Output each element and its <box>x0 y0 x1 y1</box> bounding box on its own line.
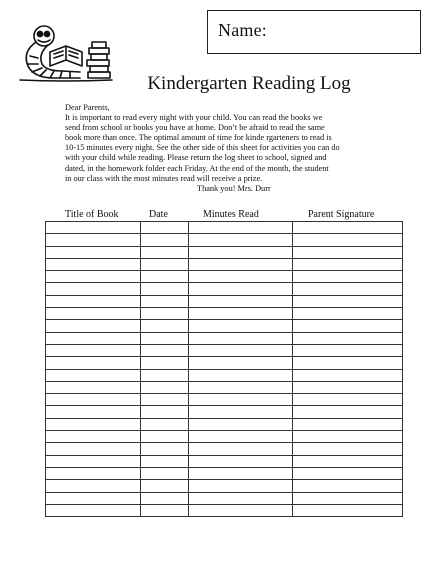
minutes-cell[interactable] <box>189 258 293 270</box>
title-cell[interactable] <box>46 258 141 270</box>
title-cell[interactable] <box>46 308 141 320</box>
table-row <box>46 357 403 369</box>
minutes-cell[interactable] <box>189 431 293 443</box>
minutes-cell[interactable] <box>189 332 293 344</box>
minutes-cell[interactable] <box>189 234 293 246</box>
title-cell[interactable] <box>46 381 141 393</box>
column-header-minutes: Minutes Read <box>203 209 259 220</box>
title-cell[interactable] <box>46 344 141 356</box>
title-cell[interactable] <box>46 246 141 258</box>
letter-line: It is important to read every night with your child. You can read the books we <box>65 113 323 123</box>
signature-cell[interactable] <box>293 271 403 283</box>
signature-cell[interactable] <box>293 234 403 246</box>
name-label: Name: <box>218 20 267 40</box>
date-cell[interactable] <box>141 394 189 406</box>
letter-line: send from school or books you have at home. Don’t be afraid to read the same <box>65 123 325 133</box>
signature-cell[interactable] <box>293 332 403 344</box>
minutes-cell[interactable] <box>189 406 293 418</box>
signature-cell[interactable] <box>293 344 403 356</box>
date-cell[interactable] <box>141 308 189 320</box>
date-cell[interactable] <box>141 418 189 430</box>
name-field[interactable] <box>207 10 421 54</box>
date-cell[interactable] <box>141 431 189 443</box>
minutes-cell[interactable] <box>189 443 293 455</box>
date-cell[interactable] <box>141 332 189 344</box>
table-header-row <box>45 209 402 221</box>
letter-line: Dear Parents, <box>65 103 110 112</box>
title-cell[interactable] <box>46 394 141 406</box>
date-cell[interactable] <box>141 357 189 369</box>
letter-line: dated, in the homework folder each Friday. At the end of the month, the student <box>65 163 329 173</box>
date-cell[interactable] <box>141 467 189 479</box>
table-row <box>46 332 403 344</box>
minutes-cell[interactable] <box>189 320 293 332</box>
minutes-cell[interactable] <box>189 455 293 467</box>
minutes-cell[interactable] <box>189 381 293 393</box>
date-cell[interactable] <box>141 369 189 381</box>
title-cell[interactable] <box>46 332 141 344</box>
signature-cell[interactable] <box>293 443 403 455</box>
minutes-cell[interactable] <box>189 344 293 356</box>
table-row <box>46 431 403 443</box>
date-cell[interactable] <box>141 246 189 258</box>
title-cell[interactable] <box>46 406 141 418</box>
minutes-cell[interactable] <box>189 222 293 234</box>
title-cell[interactable] <box>46 418 141 430</box>
title-cell[interactable] <box>46 467 141 479</box>
minutes-cell[interactable] <box>189 308 293 320</box>
signature-cell[interactable] <box>293 418 403 430</box>
letter-line: in our class with the most minutes read will receive a prize. <box>65 173 263 183</box>
letter-line: 10-15 minutes every night. See the other side of this sheet for activities you can do <box>65 143 340 153</box>
table-row <box>46 320 403 332</box>
table-row <box>46 246 403 258</box>
letter-signoff: Thank you! Mrs. Durr <box>197 183 271 193</box>
table-row <box>46 467 403 479</box>
minutes-cell[interactable] <box>189 467 293 479</box>
title-cell[interactable] <box>46 431 141 443</box>
table-row <box>46 394 403 406</box>
date-cell[interactable] <box>141 381 189 393</box>
column-header-date: Date <box>149 209 168 220</box>
minutes-cell[interactable] <box>189 480 293 492</box>
table-row <box>46 283 403 295</box>
date-cell[interactable] <box>141 258 189 270</box>
minutes-cell[interactable] <box>189 283 293 295</box>
signature-cell[interactable] <box>293 381 403 393</box>
table-row <box>46 234 403 246</box>
signature-cell[interactable] <box>293 406 403 418</box>
minutes-cell[interactable] <box>189 418 293 430</box>
title-cell[interactable] <box>46 443 141 455</box>
title-cell[interactable] <box>46 295 141 307</box>
signature-cell[interactable] <box>293 222 403 234</box>
signature-cell[interactable] <box>293 283 403 295</box>
title-cell[interactable] <box>46 222 141 234</box>
signature-cell[interactable] <box>293 246 403 258</box>
date-cell[interactable] <box>141 504 189 516</box>
minutes-cell[interactable] <box>189 295 293 307</box>
table-row <box>46 504 403 516</box>
table-row <box>46 222 403 234</box>
signature-cell[interactable] <box>293 295 403 307</box>
title-cell[interactable] <box>46 369 141 381</box>
table-row <box>46 406 403 418</box>
reading-log-body <box>46 222 403 517</box>
title-cell[interactable] <box>46 271 141 283</box>
table-row <box>46 308 403 320</box>
title-cell[interactable] <box>46 504 141 516</box>
minutes-cell[interactable] <box>189 492 293 504</box>
signature-cell[interactable] <box>293 431 403 443</box>
title-cell[interactable] <box>46 480 141 492</box>
title-cell[interactable] <box>46 492 141 504</box>
table-row <box>46 344 403 356</box>
date-cell[interactable] <box>141 480 189 492</box>
column-header-signature: Parent Signature <box>308 209 375 220</box>
date-cell[interactable] <box>141 222 189 234</box>
signature-cell[interactable] <box>293 504 403 516</box>
minutes-cell[interactable] <box>189 504 293 516</box>
date-cell[interactable] <box>141 406 189 418</box>
column-header-title: Title of Book <box>65 209 119 220</box>
minutes-cell[interactable] <box>189 246 293 258</box>
table-row <box>46 418 403 430</box>
title-cell[interactable] <box>46 283 141 295</box>
letter-line: book more than once. The optimal amount of time for kinde rgarteners to read is <box>65 133 332 143</box>
page-title: Kindergarten Reading Log <box>147 73 351 94</box>
parent-letter <box>65 103 395 194</box>
signature-cell[interactable] <box>293 258 403 270</box>
signature-cell[interactable] <box>293 369 403 381</box>
date-cell[interactable] <box>141 234 189 246</box>
minutes-cell[interactable] <box>189 394 293 406</box>
table-row <box>46 369 403 381</box>
table-row <box>46 258 403 270</box>
signature-cell[interactable] <box>293 467 403 479</box>
date-cell[interactable] <box>141 283 189 295</box>
date-cell[interactable] <box>141 295 189 307</box>
reading-log-table <box>45 221 403 517</box>
table-row <box>46 271 403 283</box>
table-row <box>46 381 403 393</box>
minutes-cell[interactable] <box>189 357 293 369</box>
date-cell[interactable] <box>141 455 189 467</box>
title-cell[interactable] <box>46 320 141 332</box>
date-cell[interactable] <box>141 344 189 356</box>
table-row <box>46 492 403 504</box>
table-row <box>46 295 403 307</box>
signature-cell[interactable] <box>293 320 403 332</box>
table-row <box>46 455 403 467</box>
signature-cell[interactable] <box>293 357 403 369</box>
signature-cell[interactable] <box>293 480 403 492</box>
signature-cell[interactable] <box>293 492 403 504</box>
minutes-cell[interactable] <box>189 271 293 283</box>
date-cell[interactable] <box>141 492 189 504</box>
title-cell[interactable] <box>46 357 141 369</box>
date-cell[interactable] <box>141 271 189 283</box>
signature-cell[interactable] <box>293 455 403 467</box>
date-cell[interactable] <box>141 320 189 332</box>
date-cell[interactable] <box>141 443 189 455</box>
minutes-cell[interactable] <box>189 369 293 381</box>
title-cell[interactable] <box>46 234 141 246</box>
signature-cell[interactable] <box>293 308 403 320</box>
signature-cell[interactable] <box>293 394 403 406</box>
title-cell[interactable] <box>46 455 141 467</box>
letter-line: with your child while reading. Please return the log sheet to school, signed and <box>65 153 327 163</box>
table-row <box>46 480 403 492</box>
table-row <box>46 443 403 455</box>
